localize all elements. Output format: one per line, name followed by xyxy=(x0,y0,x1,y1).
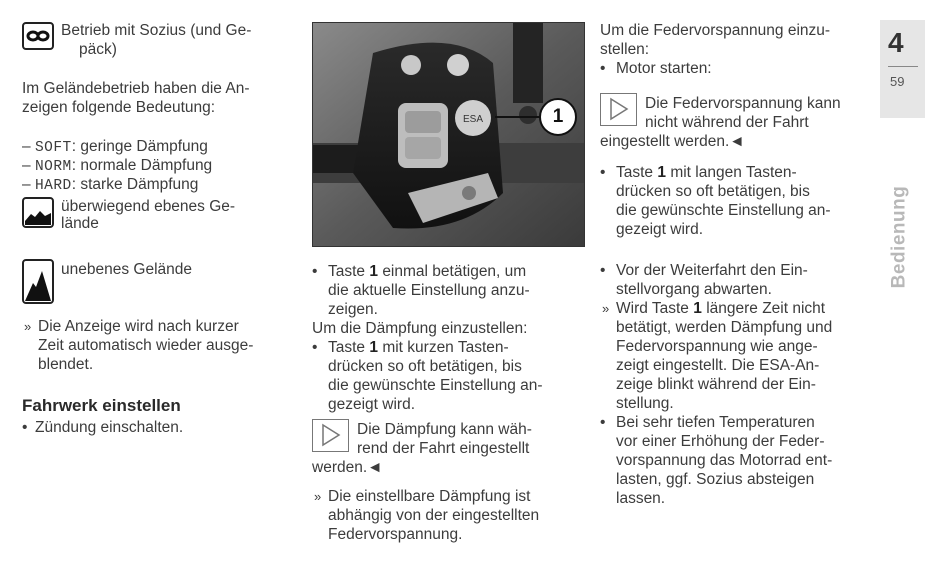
mode-dash: – xyxy=(22,157,31,174)
esa-info-prefix: Wird Taste xyxy=(616,300,689,317)
step1-prefix: Taste xyxy=(328,263,366,280)
section-title-vertical xyxy=(884,174,914,299)
mode-key: NORM xyxy=(34,159,72,175)
bullet: • xyxy=(600,414,606,431)
info-line-3: Federvorspannung. xyxy=(328,526,463,543)
step2-key-number: 1 xyxy=(369,339,378,356)
bullet: • xyxy=(312,263,318,280)
passenger-icon xyxy=(22,22,54,50)
adjust-damping: Um die Dämpfung einzustellen: xyxy=(312,320,528,337)
long-press-prefix: Taste xyxy=(616,164,654,181)
chapter-divider xyxy=(888,66,918,67)
cold-line-1: Bei sehr tiefen Temperaturen xyxy=(616,414,815,431)
esa-info-line-5: zeige blinkt während der Ein- xyxy=(616,376,816,393)
callout-1: 1 xyxy=(539,98,577,136)
step2-line-1 xyxy=(328,338,509,357)
esa-info-line-1 xyxy=(616,299,825,318)
long-press-key-number: 1 xyxy=(657,164,666,181)
start-engine: Motor starten: xyxy=(616,60,712,77)
long-press-line-1 xyxy=(616,163,797,182)
esa-info-line-4: zeigt eingestellt. Die ESA-An- xyxy=(616,357,820,374)
sozius-line-2: päck) xyxy=(79,41,117,58)
mode-dash: – xyxy=(22,176,31,193)
cold-line-5: lassen. xyxy=(616,490,666,507)
intro-line-1: Im Geländebetrieb haben die An- xyxy=(22,80,250,97)
cold-line-3: vorspannung das Motorrad ent- xyxy=(616,452,833,469)
step1-line-3: zeigen. xyxy=(328,301,378,318)
step1-key-number: 1 xyxy=(369,263,378,280)
bullet: • xyxy=(600,60,606,77)
spring-intro-2: stellen: xyxy=(600,41,650,58)
note-line-1: Die Dämpfung kann wäh- xyxy=(357,421,532,438)
hint-line-2: Zeit automatisch wieder ausge- xyxy=(38,337,254,354)
mode-norm xyxy=(22,156,212,177)
note-line-3: werden.◄ xyxy=(312,459,383,476)
long-press-line-2: drücken so oft betätigen, bis xyxy=(616,183,810,200)
step2-suffix: mit kurzen Tasten- xyxy=(382,339,509,356)
info-line-1: Die einstellbare Dämpfung ist xyxy=(328,488,531,505)
mode-desc: : starke Dämpfung xyxy=(71,176,199,193)
info-mark: » xyxy=(314,489,322,504)
esa-info-suffix: längere Zeit nicht xyxy=(706,300,826,317)
section-heading: Fahrwerk einstellen xyxy=(22,396,181,415)
cold-line-2: vor einer Erhöhung der Feder- xyxy=(616,433,825,450)
mode-dash: – xyxy=(22,138,31,155)
esa-info-line-6: stellung. xyxy=(616,395,674,412)
hint-line-3: blendet. xyxy=(38,356,94,373)
mode-key: HARD xyxy=(34,178,72,194)
section-title-text: Bedienung xyxy=(888,185,910,288)
flat-terrain-icon xyxy=(22,197,54,228)
info-line-2: abhängig von der eingestellten xyxy=(328,507,540,524)
spring-note-2: nicht während der Fahrt xyxy=(645,114,809,131)
step2-line-4: gezeigt wird. xyxy=(328,396,416,413)
step2-prefix: Taste xyxy=(328,339,366,356)
hint-mark: » xyxy=(24,319,32,334)
esa-info-line-2: betätigt, werden Dämpfung und xyxy=(616,319,833,336)
rough-text: unebenes Gelände xyxy=(61,261,193,278)
flat-line-2: lände xyxy=(61,215,99,232)
bullet: • xyxy=(312,339,318,356)
spring-intro-1: Um die Federvorspannung einzu- xyxy=(600,22,831,39)
sozius-line-1: Betrieb mit Sozius (und Ge- xyxy=(61,22,252,39)
bullet: • xyxy=(600,164,606,181)
chapter-number: 4 xyxy=(888,27,904,58)
bullet: • xyxy=(22,419,28,436)
step1-line-1 xyxy=(328,262,526,281)
spring-note-3: eingestellt werden.◄ xyxy=(600,133,745,150)
long-press-line-4: gezeigt wird. xyxy=(616,221,704,238)
bullet: • xyxy=(600,262,606,279)
step1-line-2: die aktuelle Einstellung anzu- xyxy=(328,282,530,299)
ignition-text: Zündung einschalten. xyxy=(35,419,184,436)
wait-line-1: Vor der Weiterfahrt den Ein- xyxy=(616,262,808,279)
cold-line-4: lasten, ggf. Sozius absteigen xyxy=(616,471,815,488)
intro-line-2: zeigen folgende Bedeutung: xyxy=(22,99,216,116)
rough-terrain-icon xyxy=(22,259,54,304)
note-triangle-icon xyxy=(312,419,349,452)
spring-note-1: Die Federvorspannung kann xyxy=(645,95,841,112)
step1-suffix: einmal betätigen, um xyxy=(382,263,527,280)
mode-desc: : geringe Dämpfung xyxy=(71,138,208,155)
note-line-2: rend der Fahrt eingestellt xyxy=(357,440,530,457)
page-number: 59 xyxy=(890,74,905,89)
wait-line-2: stellvorgang abwarten. xyxy=(616,281,772,298)
step2-line-3: die gewünschte Einstellung an- xyxy=(328,377,543,394)
esa-info-key-number: 1 xyxy=(693,300,702,317)
info-mark: » xyxy=(602,301,610,316)
mode-desc: : normale Dämpfung xyxy=(71,157,213,174)
mode-hard xyxy=(22,175,198,196)
flat-line-1: überwiegend ebenes Ge- xyxy=(61,198,236,215)
mode-soft xyxy=(22,137,208,158)
long-press-line-3: die gewünschte Einstellung an- xyxy=(616,202,831,219)
esa-info-line-3: Federvorspannung wie ange- xyxy=(616,338,818,355)
long-press-suffix: mit langen Tasten- xyxy=(670,164,797,181)
step2-line-2: drücken so oft betätigen, bis xyxy=(328,358,522,375)
note-triangle-icon xyxy=(600,93,637,126)
hint-line-1: Die Anzeige wird nach kurzer xyxy=(38,318,239,335)
handlebar-switch-photo xyxy=(312,22,585,247)
svg-text:ESA: ESA xyxy=(462,114,484,125)
mode-key: SOFT xyxy=(34,140,72,156)
callout-leader xyxy=(495,116,541,118)
